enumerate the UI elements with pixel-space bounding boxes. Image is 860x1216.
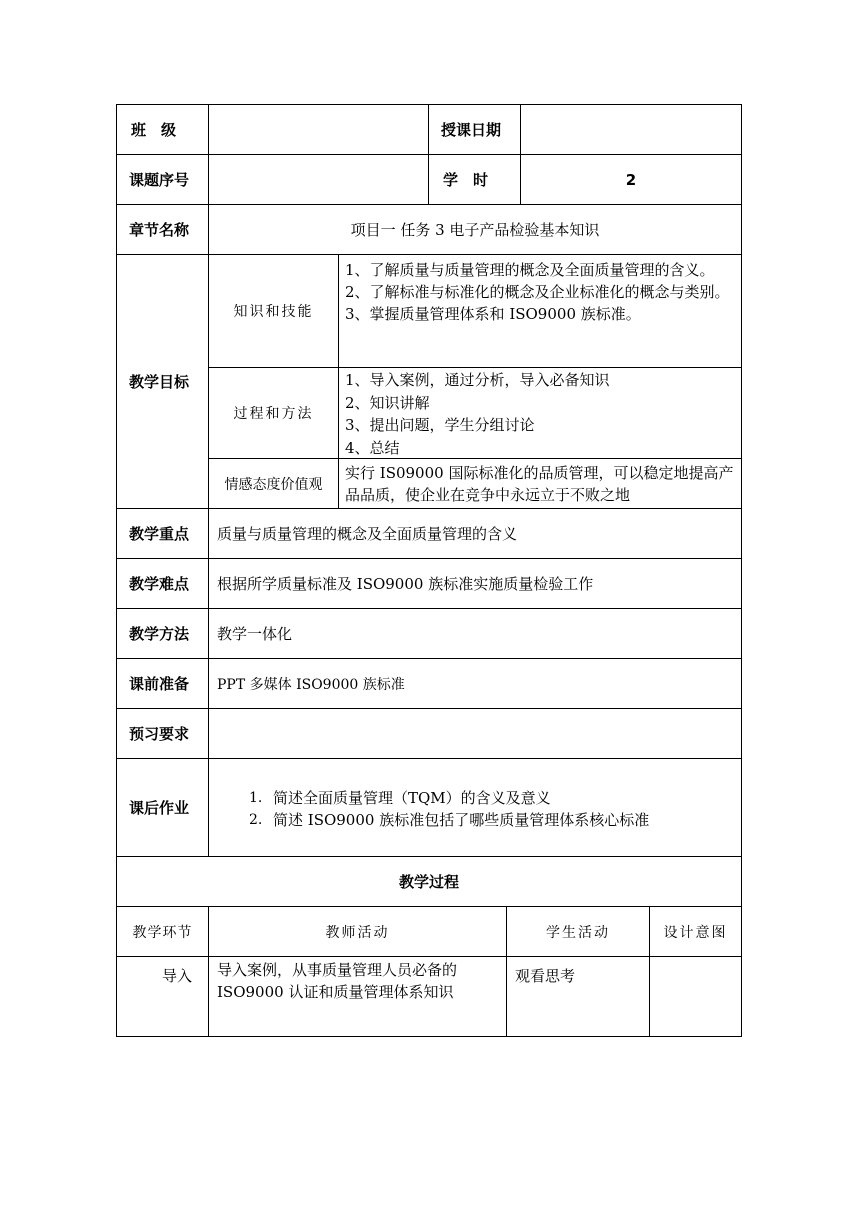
col-header-intent: 设计意图 bbox=[649, 906, 742, 957]
homework-item-text: 简述全面质量管理（TQM）的含义及意义 bbox=[273, 789, 551, 807]
row-intent bbox=[649, 956, 742, 1037]
col-header-teacher: 教师活动 bbox=[208, 906, 507, 957]
knowledge-content bbox=[338, 254, 742, 368]
row-teacher: 导入案例，从事质量管理人员必备的 ISO9000 认证和质量管理体系知识 bbox=[208, 956, 507, 1037]
prep-label: 课前准备 bbox=[116, 658, 209, 709]
hours-label-b: 时 bbox=[472, 171, 488, 189]
difficulty-label: 教学难点 bbox=[116, 558, 209, 609]
class-label-a: 班 bbox=[131, 121, 147, 139]
process-line-4: 4、总结 bbox=[345, 438, 400, 457]
process-line-1: 1、导入案例，通过分析，导入必备知识 bbox=[345, 371, 610, 389]
topic-no-value bbox=[208, 154, 429, 205]
homework-item-1 bbox=[249, 787, 741, 809]
preview-value bbox=[208, 708, 742, 759]
method-label: 教学方法 bbox=[116, 608, 209, 659]
chapter-label: 章节名称 bbox=[116, 204, 209, 255]
key-point-value: 质量与质量管理的概念及全面质量管理的含义 bbox=[208, 508, 742, 559]
date-label: 授课日期 bbox=[428, 104, 521, 155]
emotion-content: 实行 IS09000 国际标准化的品质管理，可以稳定地提高产品品质，使企业在竞争中永远立于不败之地 bbox=[338, 458, 742, 509]
process-label: 过程和方法 bbox=[208, 367, 339, 459]
difficulty-value: 根据所学质量标准及 ISO9000 族标准实施质量检验工作 bbox=[208, 558, 742, 609]
hours-label-a: 学 bbox=[443, 171, 459, 189]
key-point-label: 教学重点 bbox=[116, 508, 209, 559]
preview-label: 预习要求 bbox=[116, 708, 209, 759]
process-line-2: 2、知识讲解 bbox=[345, 393, 430, 412]
date-value bbox=[520, 104, 742, 155]
knowledge-line-2: 2、了解标准与标准化的概念及企业标准化的概念与类别。 bbox=[345, 283, 730, 301]
row-student: 观看思考 bbox=[506, 956, 650, 1037]
row-stage: 导入 bbox=[116, 956, 209, 1037]
topic-no-label: 课题序号 bbox=[116, 154, 209, 205]
class-label bbox=[116, 104, 209, 155]
col-header-student: 学生活动 bbox=[506, 906, 650, 957]
objectives-label: 教学目标 bbox=[116, 254, 209, 509]
process-section-title: 教学过程 bbox=[116, 856, 742, 907]
emotion-label: 情感态度价值观 bbox=[208, 458, 339, 509]
hours-label bbox=[428, 154, 521, 205]
process-line-3: 3、提出问题，学生分组讨论 bbox=[345, 416, 535, 434]
homework-item-num: 2. bbox=[249, 812, 263, 828]
knowledge-line-1: 1、了解质量与质量管理的概念及全面质量管理的含义。 bbox=[345, 261, 715, 279]
knowledge-line-3: 3、掌握质量管理体系和 ISO9000 族标准。 bbox=[345, 305, 641, 323]
homework-item-num: 1. bbox=[249, 790, 263, 806]
method-value: 教学一体化 bbox=[208, 608, 742, 659]
chapter-value: 项目一 任务 3 电子产品检验基本知识 bbox=[208, 204, 742, 255]
knowledge-label: 知识和技能 bbox=[208, 254, 339, 368]
homework-content bbox=[208, 758, 742, 857]
class-label-b: 级 bbox=[160, 121, 176, 139]
homework-item-text: 简述 ISO9000 族标准包括了哪些质量管理体系核心标准 bbox=[273, 811, 650, 829]
prep-value: PPT 多媒体 ISO9000 族标准 bbox=[208, 658, 742, 709]
homework-label: 课后作业 bbox=[116, 758, 209, 857]
hours-value: 2 bbox=[520, 154, 742, 205]
process-content bbox=[338, 367, 742, 459]
homework-item-2 bbox=[249, 809, 741, 831]
class-value bbox=[208, 104, 429, 155]
col-header-stage: 教学环节 bbox=[116, 906, 209, 957]
